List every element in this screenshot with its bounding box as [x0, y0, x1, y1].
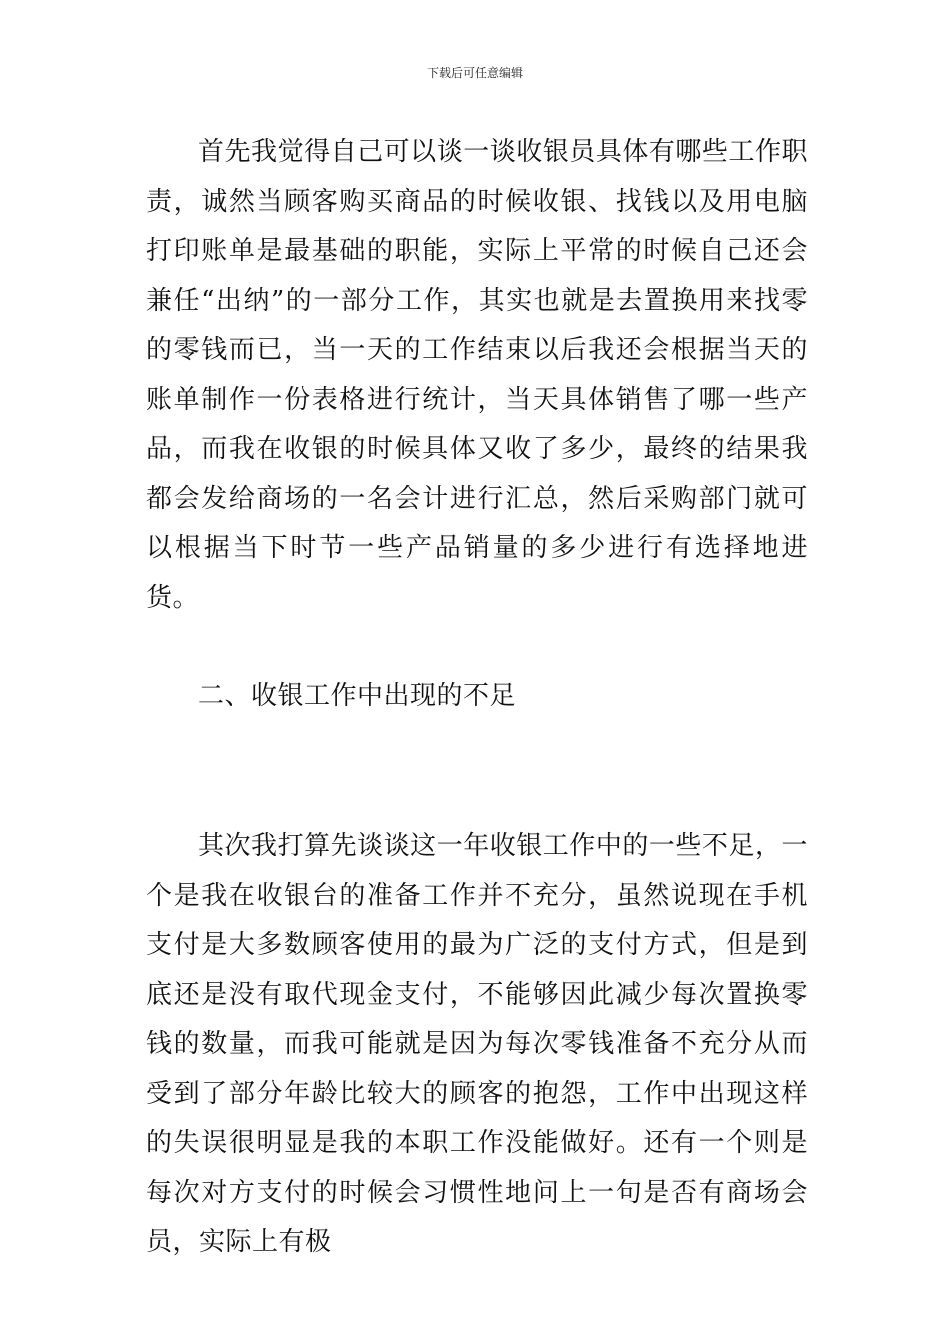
page-header-note: 下载后可任意编辑 — [426, 66, 523, 80]
section-heading-shortcomings: 二、收银工作中出现的不足 — [198, 681, 517, 711]
body-paragraph-duties: 首先我觉得自己可以谈一谈收银员具体有哪些工作职责，诚然当顾客购买商品的时候收银、找钱以及用电脑打印账单是最基础的职能，实际上平常的时候自己还会兼任“出纳”的一部分工作，其实也就是去置换用来找零的零钱而已，当一天的工作结束以后我还会根据当天的账单制作一份表格进行统计，当天具体销售了哪一些产品，而我在收银的时候具体又收了多少，最终的结果我都会发给商场的一名会计进行汇总，然后采购部门就可以根据当下时节一些产品销量的多少进行有选择地进货。 — [146, 137, 808, 613]
body-paragraph-shortcomings: 其次我打算先谈谈这一年收银工作中的一些不足，一个是我在收银台的准备工作并不充分，虽然说现在手机支付是大多数顾客使用的最为广泛的支付方式，但是到底还是没有取代现金支付，不能够因此减少每次置换零钱的数量，而我可能就是因为每次零钱准备不充分从而受到了部分年龄比较大的顾客的抱怨，工作中出现这样的失误很明显是我的本职工作没能做好。还有一个则是每次对方支付的时候会习惯性地问上一句是否有商场会员，实际上有极 — [146, 831, 808, 1257]
